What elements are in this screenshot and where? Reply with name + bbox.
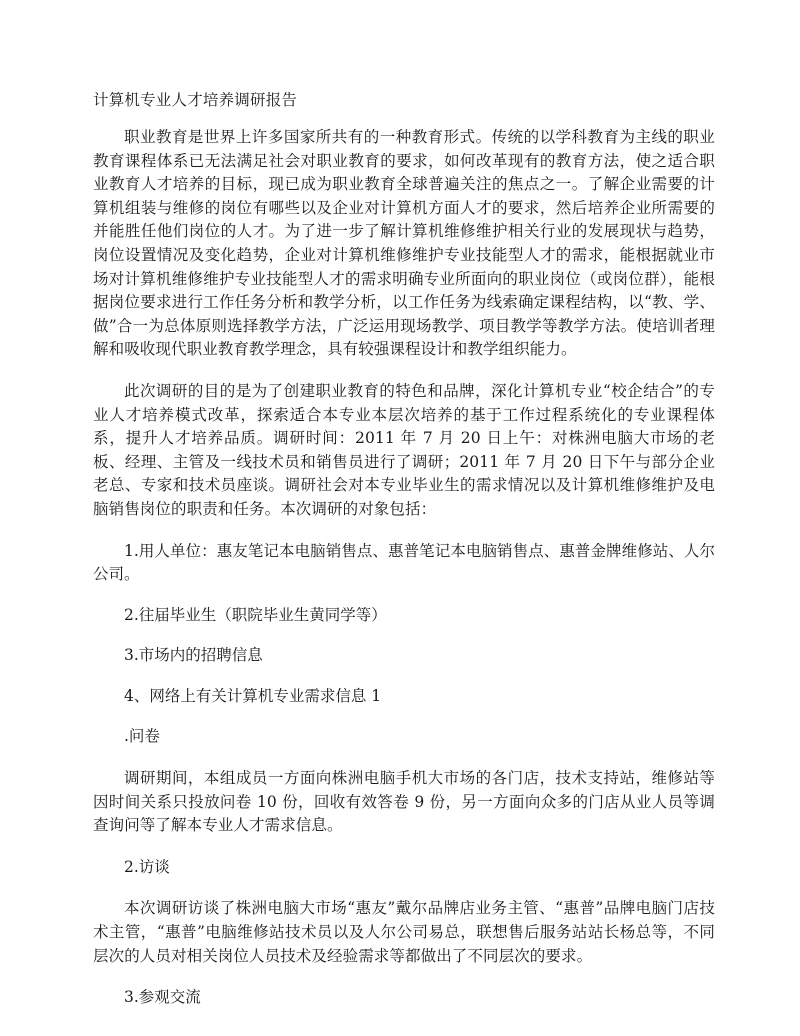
section-heading-interview: 2.访谈 [124, 857, 170, 876]
target-item-employers: 1.用人单位：惠友笔记本电脑销售点、惠普笔记本电脑销售点、惠普金牌维修站、人尔公司。 [93, 541, 715, 584]
interview-paragraph: 本次调研访谈了株洲电脑大市场“惠友”戴尔品牌店业务主管、“惠普”品牌电脑门店技术主管，“惠普”电脑维修站技术员以及人尔公司易总，联想售后服务站站长杨总等，不同层次的人员对相关岗位人员技术及经验需求等都做出了不同层次的要求。 [93, 899, 715, 965]
document-page [93, 88, 715, 1028]
target-item-graduates: 2.往届毕业生（职院毕业生黄同学等） [124, 605, 387, 624]
purpose-paragraph: 此次调研的目的是为了创建职业教育的特色和品牌，深化计算机专业“校企结合”的专业人才培养模式改革，探索适合本专业本层次培养的基于工作过程系统化的专业课程体系，提升人才培养品质。调研时间：2011 年 7 月 20 日上午：对株洲电脑大市场的老板、经理、主管及一线技术员和销售员进行了调研；2011 年 7 月 20 日下午与部分企业老总、专家和技术员座谈。调研社会对本专业毕业生的需求情况以及计算机维修维护及电脑销售岗位的职责和任务。本次调研的对象包括： [93, 381, 715, 518]
section-heading-visit: 3.参观交流 [124, 988, 201, 1007]
questionnaire-paragraph: 调研期间，本组成员一方面向株洲电脑手机大市场的各门店，技术支持站，维修站等因时间关系只投放问卷 10 份，回收有效答卷 9 份，另一方面向众多的门店从业人员等调查询问等了解本专业人才需求信息。 [93, 769, 715, 835]
intro-paragraph: 职业教育是世界上许多国家所共有的一种教育形式。传统的以学科教育为主线的职业教育课程体系已无法满足社会对职业教育的要求，如何改革现有的教育方法，使之适合职业教育人才培养的目标，现已成为职业教育全球普遍关注的焦点之一。了解企业需要的计算机组装与维修的岗位有哪些以及企业对计算机方面人才的要求，然后培养企业所需要的并能胜任他们岗位的人才。为了进一步了解计算机维修维护相关行业的发展现状与趋势，岗位设置情况及变化趋势，企业对计算机维修维护专业技能型人才的需求，能根据就业市场对计算机维修维护专业技能型人才的需求明确专业所面向的职业岗位（或岗位群），能根据岗位要求进行工作任务分析和教学分析，以工作任务为线索确定课程结构，以“教、学、做”合一为总体原则选择教学方法，广泛运用现场教学、项目教学等教学方法。使培训者理解和吸收现代职业教育教学理念，具有较强课程设计和教学组织能力。 [93, 128, 715, 359]
target-item-job-postings: 3.市场内的招聘信息 [124, 646, 263, 665]
target-item-online-info: 4、网络上有关计算机专业需求信息 1 [124, 686, 382, 705]
document-title: 计算机专业人才培养调研报告 [93, 91, 298, 109]
section-heading-questionnaire: .问卷 [124, 727, 160, 746]
